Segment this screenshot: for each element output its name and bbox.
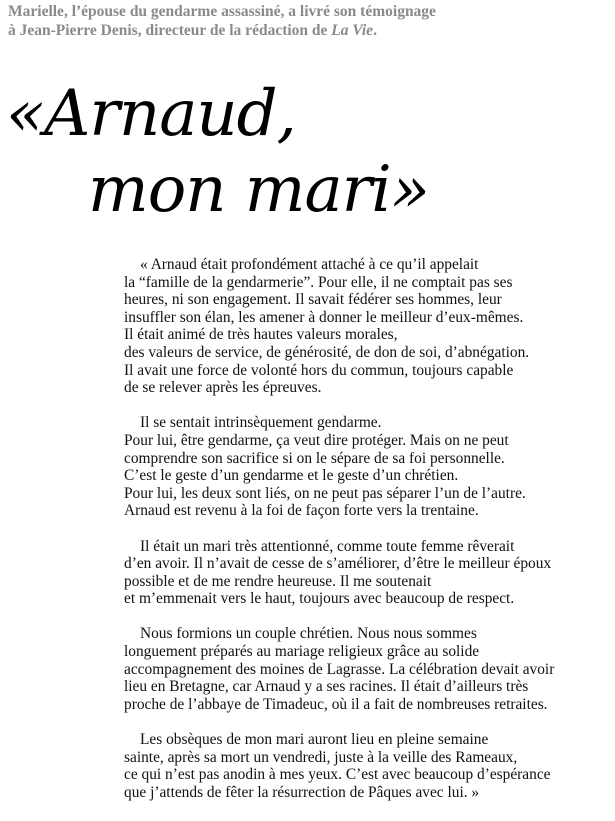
intro-standfirst: [8, 2, 608, 40]
text-line: « Arnaud était profondément attaché à ce qu’il appelait: [140, 256, 479, 273]
text-line: Il avait une force de volonté hors du commun, toujours capable: [124, 361, 514, 379]
testimony-body: [124, 256, 612, 819]
text-line: d’en avoir. Il n’avait de cesse de s’améliorer, d’être le meilleur époux: [124, 555, 552, 573]
paragraph-2: [124, 414, 612, 520]
text-line: proche de l’abbaye de Timadeuc, où il a fait de nombreuses retraites.: [124, 695, 548, 713]
text-line: Les obsèques de mon mari auront lieu en pleine semaine: [140, 731, 489, 749]
text-line: insuffler son élan, les amener à donner le meilleur d’eux-mêmes.: [124, 308, 524, 326]
intro-line-2-suffix: .: [373, 22, 377, 39]
text-line: des valeurs de service, de générosité, de don de soi, d’abnégation.: [124, 343, 530, 361]
text-line: accompagnement des moines de Lagrasse. La célébration devait avoir: [124, 660, 555, 678]
paragraph-1: [124, 256, 612, 397]
text-line: lieu en Bretagne, car Arnaud y a ses racines. Il était d’ailleurs très: [124, 678, 529, 696]
intro-line-1: Marielle, l’épouse du gendarme assassiné, a livré son témoignage: [8, 3, 436, 20]
headline-line-2: mon mari»: [88, 153, 429, 227]
text-line: Il se sentait intrinsèquement gendarme.: [140, 414, 382, 432]
text-line: sainte, après sa mort un vendredi, juste à la veille des Rameaux,: [124, 748, 518, 766]
text-line: Pour lui, être gendarme, ça veut dire protéger. Mais on ne peut: [124, 431, 509, 449]
text-line: ce qui n’est pas anodin à mes yeux. C’est avec beaucoup d’espérance: [124, 766, 551, 784]
text-line: la “famille de la gendarmerie”. Pour elle, il ne comptait pas ses: [124, 273, 513, 291]
text-line: longuement préparés au mariage religieux grâce au solide: [124, 643, 480, 661]
text-line: et m’emmenait vers le haut, toujours avec beaucoup de respect.: [124, 590, 515, 608]
text-line: Il était un mari très attentionné, comme toute femme rêverait: [140, 537, 515, 555]
text-line: Il était animé de très hautes valeurs morales,: [124, 326, 398, 344]
paragraph-3: [124, 538, 612, 608]
headline-line-1: «Arnaud,: [6, 77, 296, 151]
text-line: comprendre son sacrifice si on le sépare de sa foi personnelle.: [124, 449, 505, 467]
headline: [6, 76, 606, 228]
paragraph-5: [124, 731, 612, 801]
text-line: Nous formions un couple chrétien. Nous nous sommes: [140, 625, 477, 643]
text-line: C’est le geste d’un gendarme et le geste d’un chrétien.: [124, 467, 459, 485]
text-line: que j’attends de fêter la résurrection de Pâques avec lui. »: [124, 783, 480, 801]
text-line: Pour lui, les deux sont liés, on ne peut pas séparer l’un de l’autre.: [124, 484, 526, 502]
text-line: de se relever après les épreuves.: [124, 379, 322, 397]
text-line: possible et de me rendre heureuse. Il me soutenait: [124, 572, 432, 590]
intro-line-2-prefix: à Jean-Pierre Denis, directeur de la rédaction de: [8, 22, 332, 39]
magazine-name: La Vie: [331, 22, 374, 39]
intro-line-2: [8, 21, 608, 40]
text-line: Arnaud est revenu à la foi de façon forte vers la trentaine.: [124, 502, 479, 520]
paragraph-4: [124, 625, 612, 713]
text-line: heures, ni son engagement. Il savait fédérer ses hommes, leur: [124, 291, 502, 309]
